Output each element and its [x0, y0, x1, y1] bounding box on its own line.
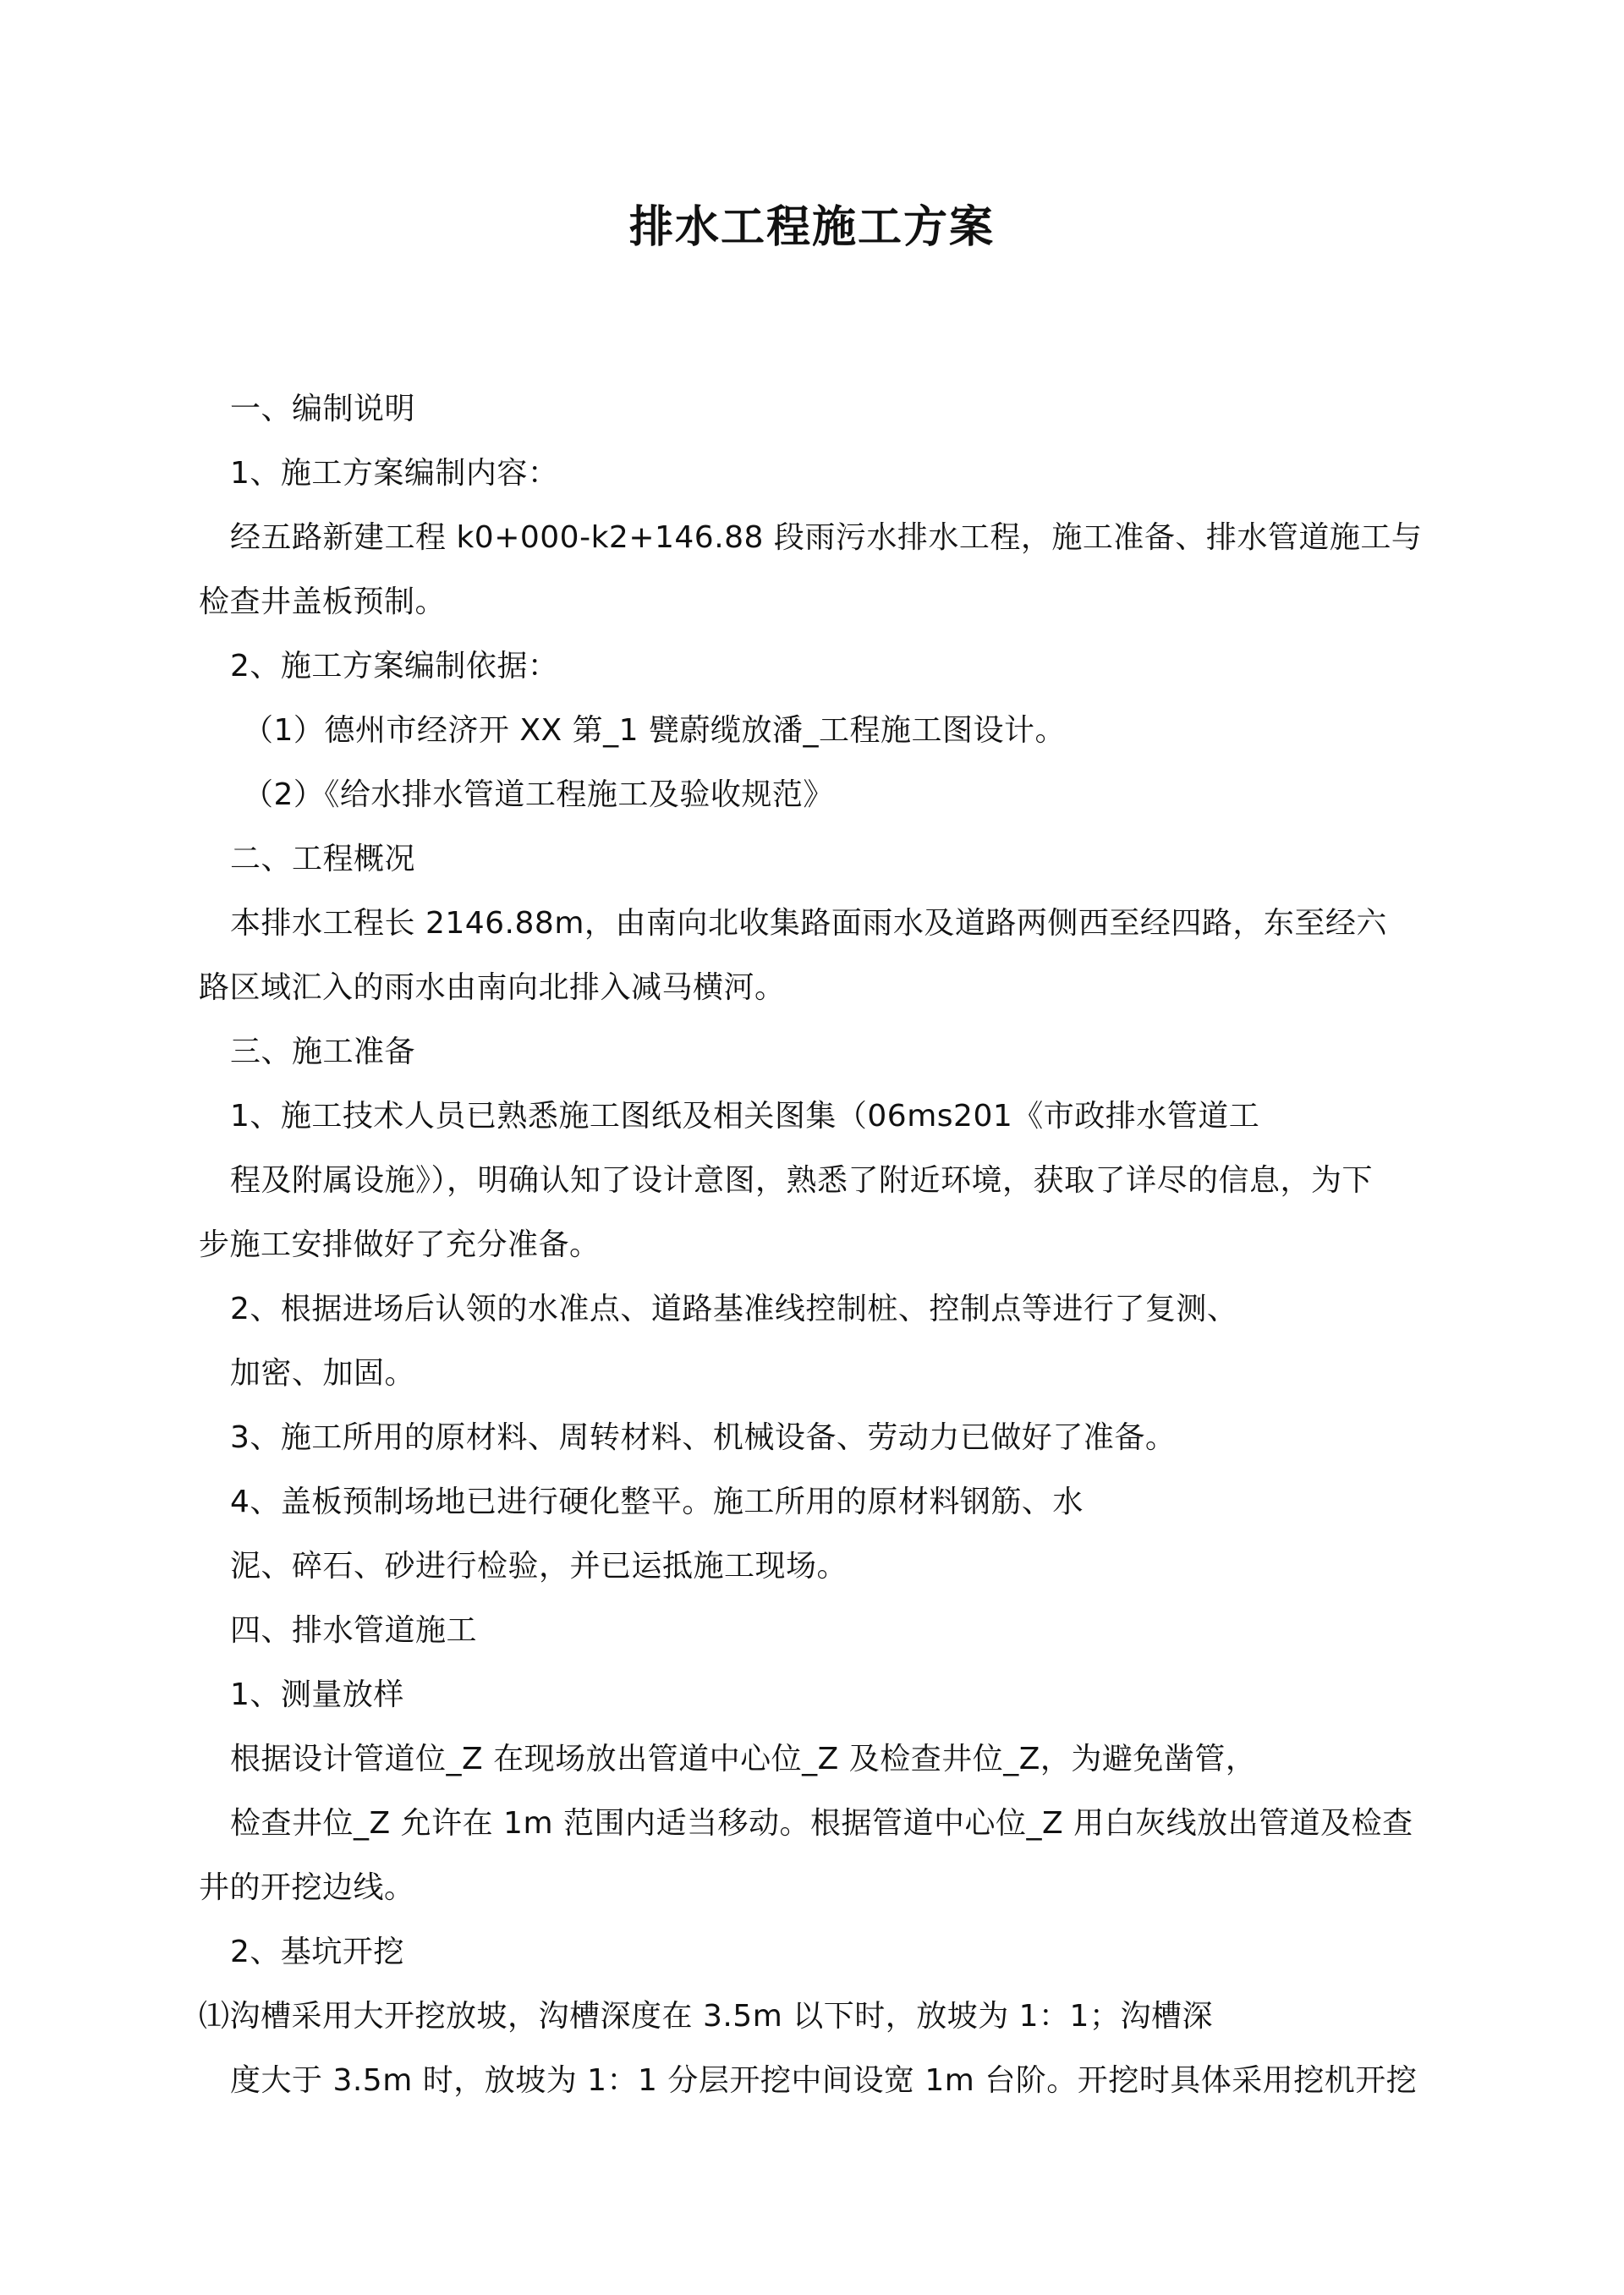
paragraph-line: 检查井盖板预制。 [199, 585, 447, 619]
paragraph-line: 2、施工方案编制依据： [230, 649, 559, 684]
paragraph-line: 程及附属设施》），明确认知了设计意图，熟悉了附近环境，获取了详尽的信息，为下 [230, 1163, 1374, 1198]
paragraph-line: 检查井位_Z 允许在 1m 范围内适当移动。根据管道中心位_Z 用白灰线放出管道及检查 [230, 1806, 1413, 1841]
document-body [199, 377, 1438, 2113]
paragraph-line: 1、测量放样 [230, 1677, 404, 1712]
paragraph-line: 1、施工技术人员已熟悉施工图纸及相关图集（06ms201《市政排水管道工 [230, 1099, 1260, 1134]
section-heading-construction-preparation: 三、施工准备 [230, 1035, 416, 1069]
paragraph-line: （2）《给水排水管道工程施工及验收规范》 [243, 777, 834, 812]
paragraph-line: 3、施工所用的原材料、周转材料、机械设备、劳动力已做好了准备。 [230, 1420, 1177, 1455]
paragraph-line: 路区域汇入的雨水由南向北排入减马横河。 [199, 970, 786, 1005]
section-heading-drainage-pipe-construction: 四、排水管道施工 [230, 1613, 478, 1648]
paragraph-line: 本排水工程长 2146.88m，由南向北收集路面雨水及道路两侧西至经四路，东至经六 [230, 906, 1387, 941]
paragraph-line: （1）德州市经济开 XX 第_1 甓蔚缆放潘_工程施工图设计。 [243, 713, 1066, 748]
paragraph-line: 2、基坑开挖 [230, 1935, 404, 1969]
paragraph-line: 2、根据进场后认领的水准点、道路基准线控制桩、控制点等进行了复测、 [230, 1292, 1238, 1326]
paragraph-line: 步施工安排做好了充分准备。 [199, 1227, 601, 1262]
section-heading-project-overview: 二、工程概况 [230, 842, 416, 876]
paragraph-line: 度大于 3.5m 时，放坡为 1：1 分层开挖中间设宽 1m 台阶。开挖时具体采用挖机开挖 [230, 2063, 1418, 2098]
paragraph-line: 加密、加固。 [230, 1356, 416, 1391]
paragraph-line: 泥、碎石、砂进行检验，并已运抵施工现场。 [230, 1549, 848, 1584]
paragraph-line: 井的开挖边线。 [199, 1870, 415, 1905]
paragraph-line: 1、施工方案编制内容： [230, 456, 559, 491]
paragraph-line: 4、盖板预制场地已进行硬化整平。施工所用的原材料钢筋、水 [230, 1485, 1084, 1519]
paragraph-line: 经五路新建工程 k0+000-k2+146.88 段雨污水排水工程，施工准备、排水管道施工与 [230, 520, 1423, 555]
section-heading-compilation-notes: 一、编制说明 [230, 392, 416, 426]
document-title: 排水工程施工方案 [628, 202, 995, 253]
paragraph-line: ⑴沟槽采用大开挖放坡，沟槽深度在 3.5m 以下时，放坡为 1：1；沟槽深 [199, 1999, 1213, 2034]
paragraph-line: 根据设计管道位_Z 在现场放出管道中心位_Z 及检查井位_Z，为避免凿管， [230, 1742, 1257, 1776]
